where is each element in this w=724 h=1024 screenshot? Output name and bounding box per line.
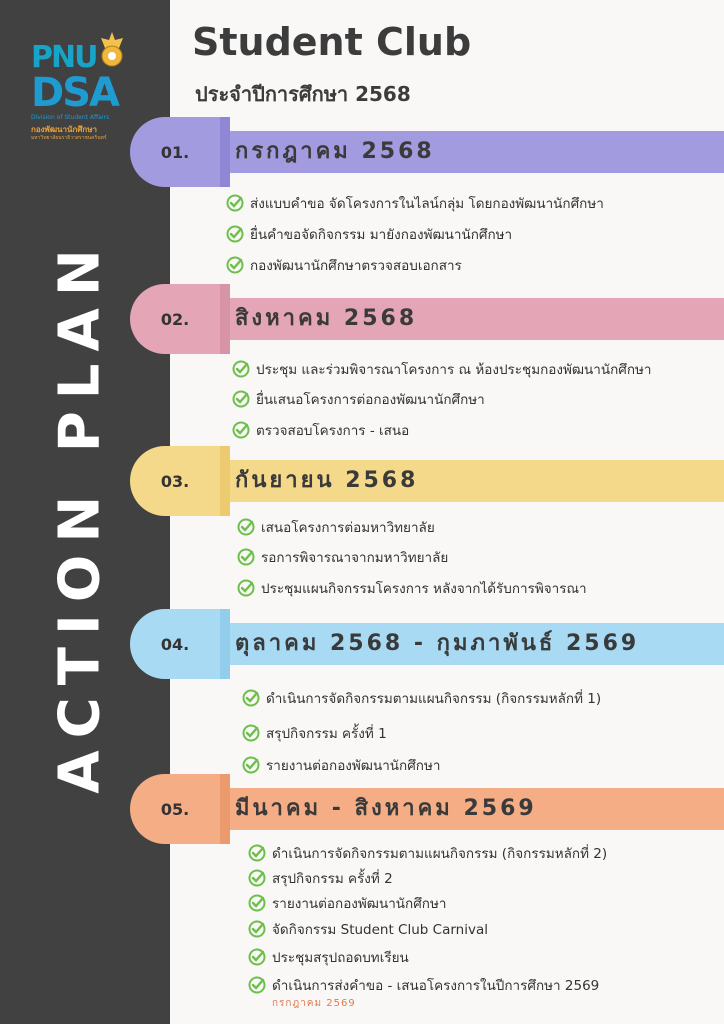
logo-mark-top: PNU (31, 40, 97, 75)
phase-3-item-3: ประชุมแผนกิจกรรมโครงการ หลังจากได้รับการพิจารณา (261, 581, 587, 597)
list-item (248, 974, 599, 996)
page-title: Student Club (192, 20, 472, 64)
list-item (242, 754, 440, 776)
phase-5-item-1: ดำเนินการจัดกิจกรรมตามแผนกิจกรรม (กิจกรรมหลักที่ 2) (272, 846, 608, 862)
check-circle-icon (226, 225, 244, 243)
check-circle-icon (242, 756, 260, 774)
phase-5-heading: มีนาคม - สิงหาคม 2569 (235, 796, 537, 821)
logo-mark-bottom: DSA (31, 70, 118, 116)
list-item (226, 223, 512, 245)
check-circle-icon (226, 256, 244, 274)
list-item (226, 192, 604, 214)
crown-emblem-icon (97, 30, 127, 68)
phase-2-heading: สิงหาคม 2568 (235, 306, 418, 331)
list-item (248, 946, 409, 968)
check-circle-icon (248, 894, 266, 912)
list-item (248, 842, 607, 864)
phase-5-number: 05. (130, 774, 220, 844)
list-item (237, 577, 587, 599)
check-circle-icon (226, 194, 244, 212)
phase-1-item-3: กองพัฒนานักศึกษาตรวจสอบเอกสาร (250, 258, 462, 274)
check-circle-icon (248, 976, 266, 994)
check-circle-icon (232, 390, 250, 408)
check-circle-icon (232, 360, 250, 378)
side-label-text: ACTION PLAN (47, 236, 113, 794)
list-item (242, 722, 387, 744)
phase-5-item-5: ประชุมสรุปถอดบทเรียน (272, 950, 409, 966)
phase-4-item-2: สรุปกิจกรรม ครั้งที่ 1 (266, 726, 387, 742)
phase-4-heading: ตุลาคม 2568 - กุมภาพันธ์ 2569 (235, 631, 640, 656)
logo-division-en: Division of Student Affairs (31, 114, 110, 121)
list-item (237, 546, 448, 568)
list-item (232, 358, 652, 380)
list-item (248, 892, 446, 914)
check-circle-icon (232, 421, 250, 439)
list-item (232, 388, 485, 410)
check-circle-icon (242, 689, 260, 707)
phase-5-item-3: รายงานต่อกองพัฒนานักศึกษา (272, 896, 447, 912)
phase-2-number: 02. (130, 284, 220, 354)
phase-4-item-1: ดำเนินการจัดกิจกรรมตามแผนกิจกรรม (กิจกรรมหลักที่ 1) (266, 691, 602, 707)
phase-1-number: 01. (130, 117, 220, 187)
phase-5-item-2: สรุปกิจกรรม ครั้งที่ 2 (272, 871, 393, 887)
check-circle-icon (248, 920, 266, 938)
check-circle-icon (237, 579, 255, 597)
phase-5-item-4: จัดกิจกรรม Student Club Carnival (272, 922, 488, 938)
phase-2-item-3: ตรวจสอบโครงการ - เสนอ (256, 423, 410, 439)
phase-1-item-2: ยื่นคำขอจัดกิจกรรม มายังกองพัฒนานักศึกษา (250, 227, 513, 243)
page-subtitle: ประจำปีการศึกษา 2568 (195, 82, 411, 106)
phase-1-heading: กรกฎาคม 2568 (235, 139, 435, 164)
phase-4-item-3: รายงานต่อกองพัฒนานักศึกษา (266, 758, 441, 774)
list-item (242, 687, 601, 709)
list-item (237, 516, 435, 538)
list-item (232, 419, 409, 441)
phase-3-heading: กันยายน 2568 (235, 468, 419, 493)
phase-3-item-1: เสนอโครงการต่อมหาวิทยาลัย (261, 520, 435, 536)
check-circle-icon (248, 869, 266, 887)
check-circle-icon (248, 948, 266, 966)
check-circle-icon (242, 724, 260, 742)
phase-3-number: 03. (130, 446, 220, 516)
logo-university-th: มหาวิทยาลัยนราธิวาสราชนครินทร์ (31, 135, 107, 141)
check-circle-icon (237, 518, 255, 536)
side-label (35, 230, 125, 800)
phase-5-item-6: ดำเนินการส่งคำขอ - เสนอโครงการในปีการศึกษา 2569 (272, 978, 600, 994)
phase-2-item-2: ยื่นเสนอโครงการต่อกองพัฒนานักศึกษา (256, 392, 485, 408)
phase-5-footnote: กรกฎาคม 2569 (272, 998, 356, 1009)
check-circle-icon (248, 844, 266, 862)
list-item (226, 254, 462, 276)
logo-division-th: กองพัฒนานักศึกษา (31, 125, 98, 134)
list-item (248, 918, 488, 940)
phase-1-item-1: ส่งแบบคำขอ จัดโครงการในไลน์กลุ่ม โดยกองพัฒนานักศึกษา (250, 196, 604, 212)
phase-3-item-2: รอการพิจารณาจากมหาวิทยาลัย (261, 550, 449, 566)
phase-4-number: 04. (130, 609, 220, 679)
pnu-dsa-logo (25, 30, 155, 145)
check-circle-icon (237, 548, 255, 566)
phase-2-item-1: ประชุม และร่วมพิจารณาโครงการ ณ ห้องประชุมกองพัฒนานักศึกษา (256, 362, 652, 378)
list-item (248, 867, 393, 889)
